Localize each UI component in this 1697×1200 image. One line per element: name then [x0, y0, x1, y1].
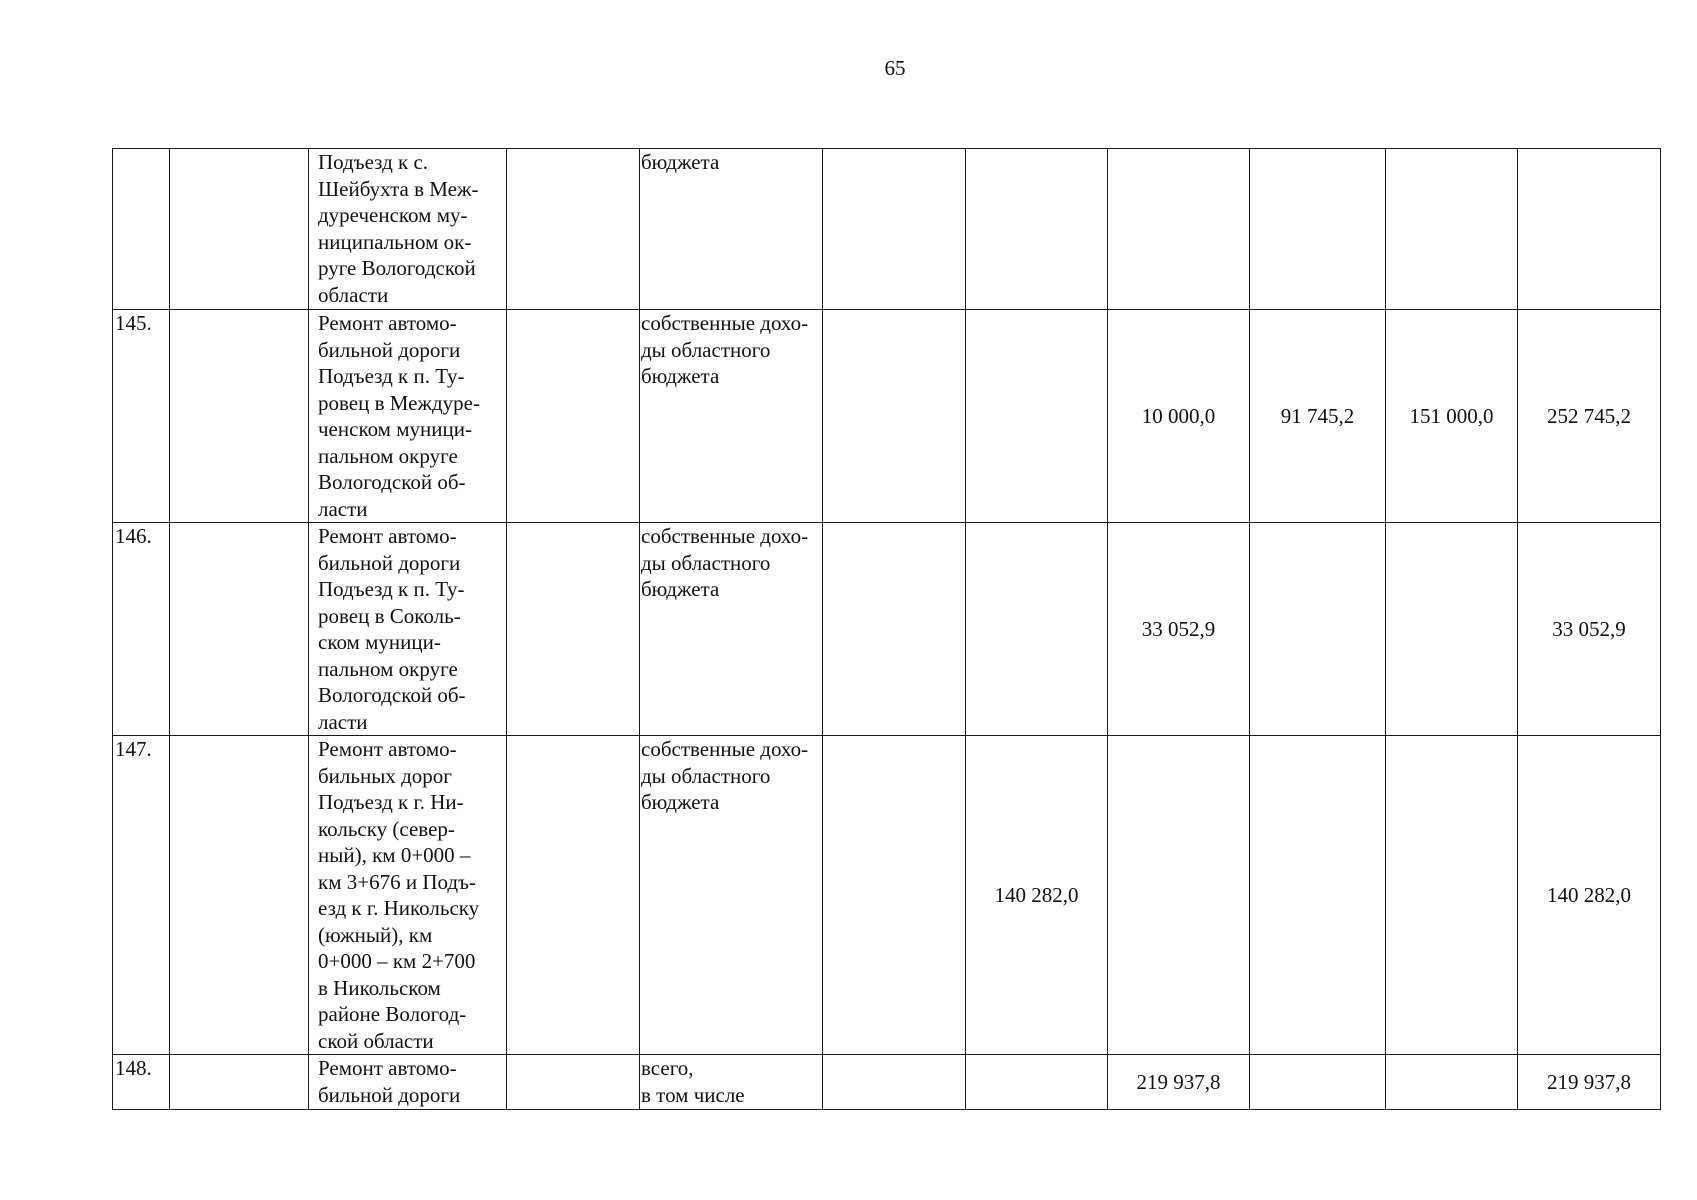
object-name-line: ской области: [318, 1028, 434, 1053]
amount-cell-v3: 10 000,0: [1108, 310, 1250, 523]
empty-cell: [170, 523, 309, 736]
object-name-line: пальном округе: [318, 443, 458, 468]
amount-cell-v3: 219 937,8: [1108, 1055, 1250, 1110]
amount-cell-v4: [1250, 1055, 1386, 1110]
funding-source-cell: [640, 736, 823, 1055]
object-name-line: бильной дороги: [318, 337, 461, 362]
funding-source-line: бюджета: [641, 577, 720, 601]
table-row: [113, 736, 1661, 1055]
empty-cell: [507, 149, 640, 310]
table-row: [113, 310, 1661, 523]
object-name-line: ласти: [318, 709, 368, 734]
table-body: [113, 149, 1661, 1110]
object-name-line: области: [318, 282, 389, 307]
funding-source-line: собственные дохо-: [641, 311, 809, 335]
amount-cell-v2: [966, 310, 1108, 523]
object-name-line: ный), км 0+000 –: [318, 843, 471, 867]
object-name-line: 0+000 – км 2+700: [318, 949, 476, 973]
object-name-cell: [309, 149, 507, 310]
amount-cell-v1: [823, 736, 966, 1055]
page-number: 65: [884, 56, 906, 80]
table-row: [113, 523, 1661, 736]
row-number: [113, 149, 170, 310]
object-name-line: Вологодской об-: [318, 470, 466, 494]
object-name-line: ровец в Междуре-: [318, 390, 480, 415]
amount-cell-v2: [966, 523, 1108, 736]
object-name-line: езд к г. Никольску: [318, 896, 480, 920]
empty-cell: [170, 736, 309, 1055]
object-name-line: Ремонт автомо-: [318, 737, 457, 761]
object-name-line: Подъезд к п. Ту-: [318, 577, 465, 601]
row-number: 148.: [113, 1055, 170, 1110]
budget-table: [112, 148, 1661, 1110]
funding-source-cell: [640, 523, 823, 736]
empty-cell: [507, 310, 640, 523]
object-name-line: ниципальном ок-: [318, 229, 472, 254]
amount-cell-v6: 219 937,8: [1518, 1055, 1661, 1110]
object-name-line: Подъезд к г. Ни-: [318, 790, 464, 814]
funding-source-line: в том числе: [641, 1082, 745, 1107]
funding-source-cell: [640, 310, 823, 523]
funding-source-cell: [640, 149, 823, 310]
amount-cell-v5: [1386, 523, 1518, 736]
amount-cell-v1: [823, 523, 966, 736]
object-name-line: руге Вологодской: [318, 256, 476, 280]
amount-cell-v1: [823, 149, 966, 310]
object-name-cell: [309, 736, 507, 1055]
amount-cell-v2: [966, 1055, 1108, 1110]
amount-cell-v6: 33 052,9: [1518, 523, 1661, 736]
funding-source-line: ды областного: [641, 337, 771, 362]
object-name-line: Подъезд к п. Ту-: [318, 364, 465, 388]
amount-cell-v4: [1250, 523, 1386, 736]
row-number: 146.: [113, 523, 170, 736]
amount-cell-v1: [823, 1055, 966, 1110]
table-row: [113, 1055, 1661, 1110]
funding-source-line: собственные дохо-: [641, 524, 809, 548]
empty-cell: [507, 736, 640, 1055]
funding-source-line: ды областного: [641, 763, 771, 788]
amount-cell-v5: 151 000,0: [1386, 310, 1518, 523]
object-name-line: пальном округе: [318, 656, 458, 681]
object-name-line: Ремонт автомо-: [318, 524, 457, 548]
funding-source-line: собственные дохо-: [641, 737, 809, 761]
object-name-line: районе Вологод-: [318, 1002, 467, 1026]
funding-source-line: всего,: [641, 1056, 694, 1080]
object-name-cell: [309, 1055, 507, 1110]
object-name-line: Ремонт автомо-: [318, 311, 457, 335]
object-name-line: бильных дорог: [318, 763, 452, 788]
table-row: [113, 149, 1661, 310]
object-name-line: ченском муници-: [318, 417, 472, 441]
amount-cell-v2: 140 282,0: [966, 736, 1108, 1055]
amount-cell-v6: 140 282,0: [1518, 736, 1661, 1055]
object-name-line: (южный), км: [318, 922, 433, 947]
amount-cell-v5: [1386, 736, 1518, 1055]
amount-cell-v4: [1250, 736, 1386, 1055]
empty-cell: [170, 149, 309, 310]
funding-source-line: бюджета: [641, 150, 720, 174]
row-number: 147.: [113, 736, 170, 1055]
amount-cell-v6: [1518, 149, 1661, 310]
empty-cell: [507, 1055, 640, 1110]
amount-cell-v4: 91 745,2: [1250, 310, 1386, 523]
object-name-line: в Никольском: [318, 975, 441, 1000]
amount-cell-v3: [1108, 736, 1250, 1055]
funding-source-cell: [640, 1055, 823, 1110]
amount-cell-v3: [1108, 149, 1250, 310]
row-number: 145.: [113, 310, 170, 523]
object-name-line: бильной дороги: [318, 1082, 461, 1107]
amount-cell-v6: 252 745,2: [1518, 310, 1661, 523]
object-name-line: ском муници-: [318, 630, 441, 654]
amount-cell-v2: [966, 149, 1108, 310]
object-name-line: Подъезд к с.: [318, 150, 429, 174]
object-name-cell: [309, 310, 507, 523]
object-name-line: ровец в Соколь-: [318, 603, 461, 628]
amount-cell-v1: [823, 310, 966, 523]
object-name-cell: [309, 523, 507, 736]
empty-cell: [507, 523, 640, 736]
object-name-line: дуреченском му-: [318, 203, 468, 227]
amount-cell-v3: 33 052,9: [1108, 523, 1250, 736]
object-name-line: Вологодской об-: [318, 683, 466, 707]
amount-cell-v5: [1386, 149, 1518, 310]
amount-cell-v5: [1386, 1055, 1518, 1110]
empty-cell: [170, 1055, 309, 1110]
funding-source-line: ды областного: [641, 550, 771, 575]
funding-source-line: бюджета: [641, 790, 720, 814]
empty-cell: [170, 310, 309, 523]
funding-source-line: бюджета: [641, 364, 720, 388]
object-name-line: ласти: [318, 496, 368, 521]
object-name-line: кольску (север-: [318, 816, 455, 841]
object-name-line: бильной дороги: [318, 550, 461, 575]
object-name-line: Шейбухта в Меж-: [318, 176, 479, 201]
amount-cell-v4: [1250, 149, 1386, 310]
object-name-line: км 3+676 и Подъ-: [318, 869, 476, 894]
object-name-line: Ремонт автомо-: [318, 1056, 457, 1080]
